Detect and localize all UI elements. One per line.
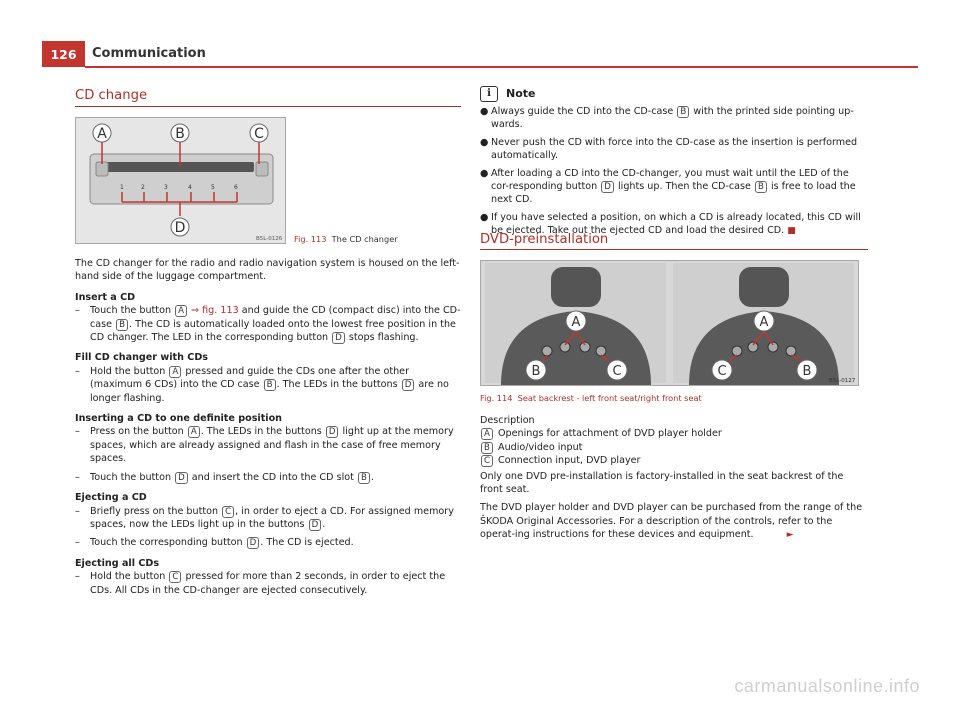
key-c: C (222, 506, 234, 518)
key-c: C (169, 571, 181, 583)
dvd-para-2: The DVD player holder and DVD player can be purchased from the range of the ŠKODA Original Accessories. For a description of the controls, refer to the operat-ing instructions for these devices and equipment. ► (480, 502, 863, 541)
fig113-code: B5L-0126 (256, 236, 283, 242)
description-item-a: A Openings for attachment of DVD player holder (480, 427, 868, 440)
note-block (480, 86, 868, 239)
page-number: 126 (42, 41, 85, 67)
description-item-c: C Connection input, DVD player (480, 454, 868, 467)
insert-heading: Insert a CD (75, 291, 136, 303)
end-mark-icon: ■ (787, 226, 796, 237)
callout-b: B (175, 126, 185, 142)
callout-b-right: B (802, 364, 812, 379)
key-d: D (332, 332, 345, 344)
fig114-caption-text: Seat backrest - left front seat/right front seat (517, 393, 702, 403)
callout-a: A (97, 126, 107, 142)
slot-label-6: 6 (234, 184, 238, 191)
slot-label-4: 4 (188, 184, 192, 191)
eject-heading: Ejecting a CD (75, 492, 147, 504)
key-d: D (309, 519, 322, 531)
cd-change-title: CD change (75, 88, 148, 103)
fig113-caption-text: The CD changer (331, 234, 398, 244)
key-b: B (264, 379, 276, 391)
continue-arrow-icon: ► (786, 530, 794, 541)
left-body (75, 257, 463, 597)
slot-label-2: 2 (141, 184, 145, 191)
fig113-caption-num: Fig. 113 (294, 234, 327, 244)
fig114-caption (480, 393, 702, 403)
eject-all-heading: Ejecting all CDs (75, 557, 160, 569)
note-title: Note (506, 87, 536, 101)
dvd-para-1: Only one DVD pre-installation is factory-installed in the seat backrest of the front seat. (480, 470, 844, 496)
position-step-1: – Press on the button A . The LEDs in the buttons D light up at the memory spaces, which are already assigned and flash in the case of free memory spaces. (75, 426, 454, 465)
note-header (480, 86, 868, 102)
callout-a-left: A (571, 315, 581, 330)
info-icon: i (480, 86, 498, 102)
cd-changer-figure (75, 117, 286, 244)
header-rule (85, 66, 918, 68)
fig113-link[interactable]: ⇒ fig. 113 (191, 305, 239, 317)
key-d: D (247, 537, 260, 549)
dvd-body (480, 414, 868, 543)
key-b: B (116, 319, 128, 331)
note-bullet-3: ● After loading a CD into the CD-changer, you must wait until the LED of the cor-responding button D lights up. Then the CD-case B is free to load the next CD. (480, 167, 856, 206)
fig114-caption-num: Fig. 114 (480, 393, 513, 403)
slot-label-5: 5 (211, 184, 215, 191)
position-heading: Inserting a CD to one definite position (75, 413, 282, 425)
key-b: B (677, 106, 689, 118)
key-d: D (601, 181, 614, 193)
key-b: B (358, 472, 370, 484)
seat-backrest-figure (480, 260, 859, 386)
callout-c-right: C (717, 364, 727, 379)
watermark: carmanualsonline.info (734, 676, 920, 696)
dvd-rule (480, 249, 868, 250)
eject-all-step: – Hold the button C pressed for more than 2 seconds, in order to eject the CDs. All CDs in the CD-changer are ejected consecutively. (75, 571, 446, 596)
key-d: D (402, 379, 415, 391)
description-item-b: B Audio/video input (480, 441, 868, 454)
fig113-caption (294, 234, 398, 244)
key-a: A (188, 426, 200, 438)
key-a: A (175, 305, 187, 317)
slot-label-1: 1 (120, 184, 124, 191)
slot-label-3: 3 (164, 184, 168, 191)
position-step-2: – Touch the button D and insert the CD into the CD slot B . (75, 471, 374, 483)
fill-step: – Hold the button A pressed and guide the CDs one after the other (maximum 6 CDs) into the CD case B . The LEDs in the buttons D are no longer flashing. (75, 365, 449, 404)
cd-slot (104, 162, 254, 172)
insert-step: – Touch the button A ⇒ fig. 113 and guide the CD (compact disc) into the CD-case B . The CD is automatically loaded onto the lowest free position in the CD changer. The LED in the corresponding button D stops flashing. (75, 305, 461, 344)
key-a: A (169, 366, 181, 378)
page-header (0, 0, 960, 70)
callout-d: D (174, 220, 186, 236)
description-heading: Description (480, 415, 535, 426)
note-bullet-1: ● Always guide the CD into the CD-case B with the printed side pointing up-wards. (480, 106, 854, 131)
callout-a-right: A (759, 315, 769, 330)
callout-b-left: B (531, 364, 541, 379)
note-bullet-4: ● If you have selected a position, on which a CD is already located, this CD will be ejected. Take out the ejected CD and load the desired CD. ■ (480, 211, 861, 237)
intro-text: The CD changer for the radio and radio navigation system is housed on the left-hand side of the luggage compartment. (75, 258, 460, 283)
seat-backrest-illustration (481, 261, 858, 385)
eject-step-2: – Touch the corresponding button D . The CD is ejected. (75, 537, 354, 549)
eject-step-1: – Briefly press on the button C , in order to eject a CD. For assigned memory spaces, now the LEDs light up in the buttons D . (75, 505, 454, 530)
callout-c: C (254, 126, 264, 142)
key-b: B (755, 181, 767, 193)
callout-c-left: C (612, 364, 622, 379)
key-d: D (326, 426, 339, 438)
dvd-title: DVD-preinstallation (480, 232, 609, 247)
fill-heading: Fill CD changer with CDs (75, 352, 208, 364)
fig114-code: B5L-0127 (829, 378, 856, 384)
note-bullet-2: ● Never push the CD with force into the CD-case as the insertion is performed automatically. (480, 136, 858, 162)
key-d: D (175, 472, 188, 484)
section-title: Communication (92, 46, 206, 61)
cd-change-rule (75, 106, 461, 107)
cd-changer-illustration (76, 118, 285, 243)
